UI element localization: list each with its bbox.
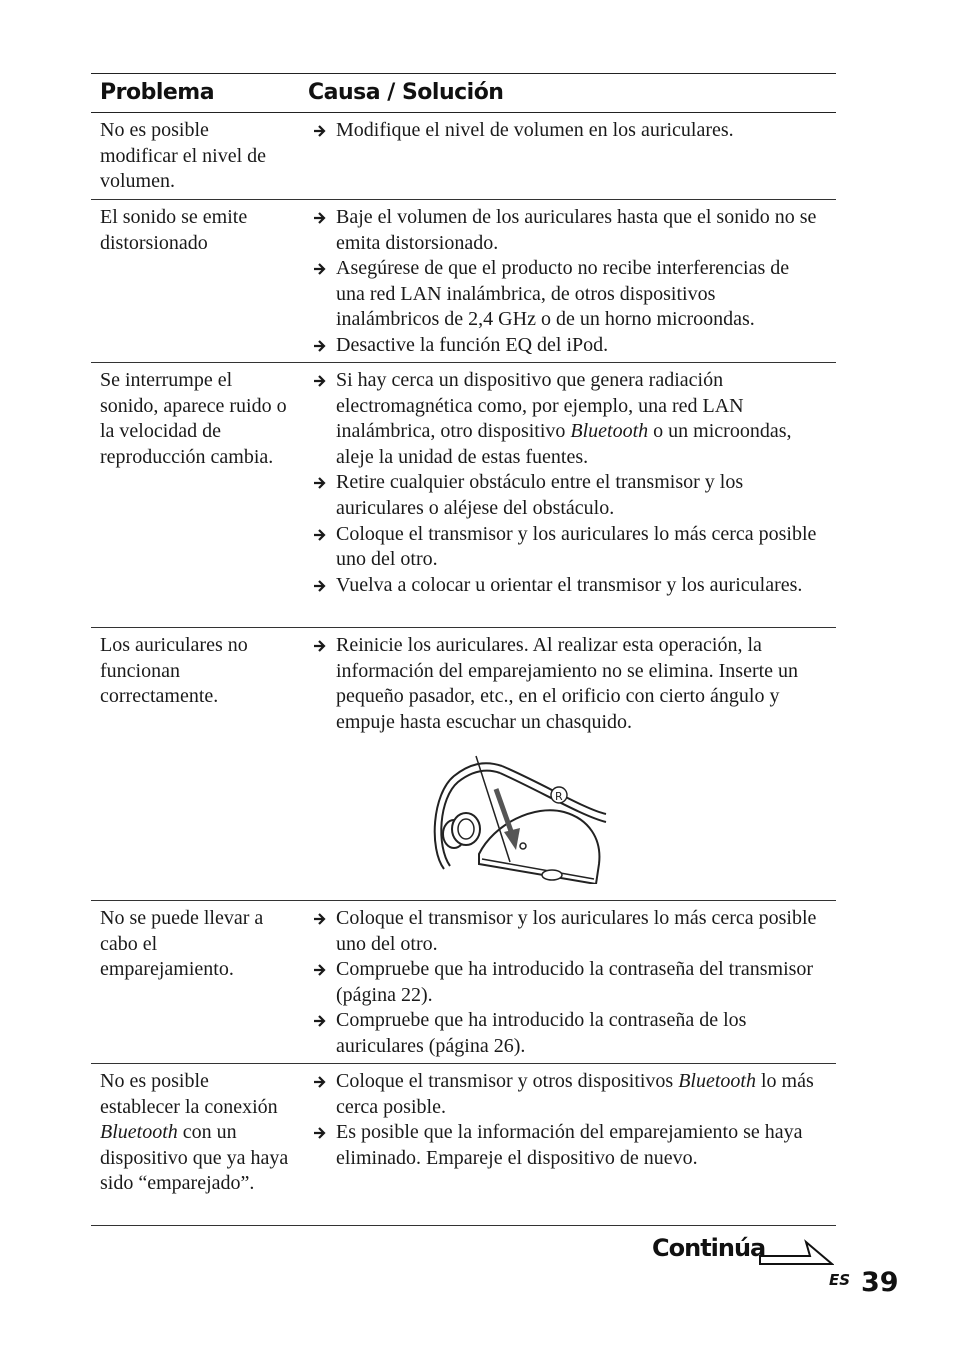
problem-cell: Los auriculares no funcionan correctamente.	[100, 634, 248, 708]
continue-arrow-icon	[758, 1238, 834, 1268]
table-row	[91, 901, 836, 1064]
cause-cell	[313, 368, 818, 598]
cause-cell	[313, 906, 818, 1060]
continue-label: Continúa	[652, 1234, 766, 1262]
cause-item: Modifique el nivel de volumen en los auriculares.	[313, 118, 818, 144]
problem-cell: No es posible modificar el nivel de volumen.	[100, 119, 267, 193]
cause-cell	[313, 205, 818, 359]
cause-item: Desactive la función EQ del iPod.	[313, 333, 818, 359]
cause-item	[313, 1069, 818, 1120]
cause-item: Coloque el transmisor y los auriculares lo más cerca posible uno del otro.	[313, 906, 818, 957]
page-number: 39	[861, 1267, 899, 1298]
problem-cell: Se interrumpe el sonido, aparece ruido o la velocidad de reproducción cambia.	[100, 369, 287, 468]
cause-cell	[313, 1069, 818, 1171]
problem-cell: No es posible establecer la conexión Bluetooth con un dispositivo que ya haya sido “emparejado”.	[100, 1070, 289, 1195]
cause-item: Coloque el transmisor y los auriculares lo más cerca posible uno del otro.	[313, 522, 818, 573]
cause-text-rich: Si hay cerca un dispositivo que genera radiación electromagnética como, por ejemplo, una red LAN inalámbrica, otro dispositivo Bluetooth o un microondas, aleje la unidad de estas fuentes.	[336, 369, 792, 468]
table-row	[91, 1064, 836, 1226]
cause-item: Compruebe que ha introducido la contraseña de los auriculares (página 26).	[313, 1008, 818, 1059]
header-problem: Problema	[100, 80, 215, 105]
cause-item	[313, 368, 818, 470]
cause-text-rich: Coloque el transmisor y otros dispositivos Bluetooth lo más cerca posible.	[336, 1070, 814, 1118]
cause-item: Asegúrese de que el producto no recibe interferencias de una red LAN inalámbrica, de otros dispositivos inalámbricos de 2,4 GHz o de un horno microondas.	[313, 256, 818, 333]
reset-label: R	[555, 790, 563, 803]
cause-item: Compruebe que ha introducido la contraseña del transmisor (página 22).	[313, 957, 818, 1008]
cause-item: Baje el volumen de los auriculares hasta que el sonido no se emita distorsionado.	[313, 205, 818, 256]
table-row	[91, 363, 836, 628]
cause-cell	[313, 633, 818, 735]
problem-cell: El sonido se emite distorsionado	[100, 206, 248, 254]
table-row	[91, 200, 836, 363]
header-cause: Causa / Solución	[308, 80, 504, 105]
table-row	[91, 113, 836, 200]
problem-cell: No se puede llevar a cabo el emparejamiento.	[100, 907, 264, 981]
language-code: ES	[829, 1271, 851, 1289]
cause-item: Es posible que la información del emparejamiento se haya eliminado. Empareje el dispositivo de nuevo.	[313, 1120, 818, 1171]
cause-item: Reinicie los auriculares. Al realizar esta operación, la información del emparejamiento no se elimina. Inserte un pequeño pasador, etc., en el orificio con cierto ángulo y empuje hasta escuchar un chasquido.	[313, 633, 818, 735]
cause-item: Vuelva a colocar u orientar el transmisor y los auriculares.	[313, 573, 818, 599]
cause-item: Retire cualquier obstáculo entre el transmisor y los auriculares o aléjese del obstáculo.	[313, 470, 818, 521]
troubleshooting-table	[91, 73, 836, 1226]
table-header	[91, 74, 836, 113]
table-row	[91, 628, 836, 901]
cause-cell	[313, 118, 818, 144]
headphone-reset-illustration	[424, 754, 614, 884]
